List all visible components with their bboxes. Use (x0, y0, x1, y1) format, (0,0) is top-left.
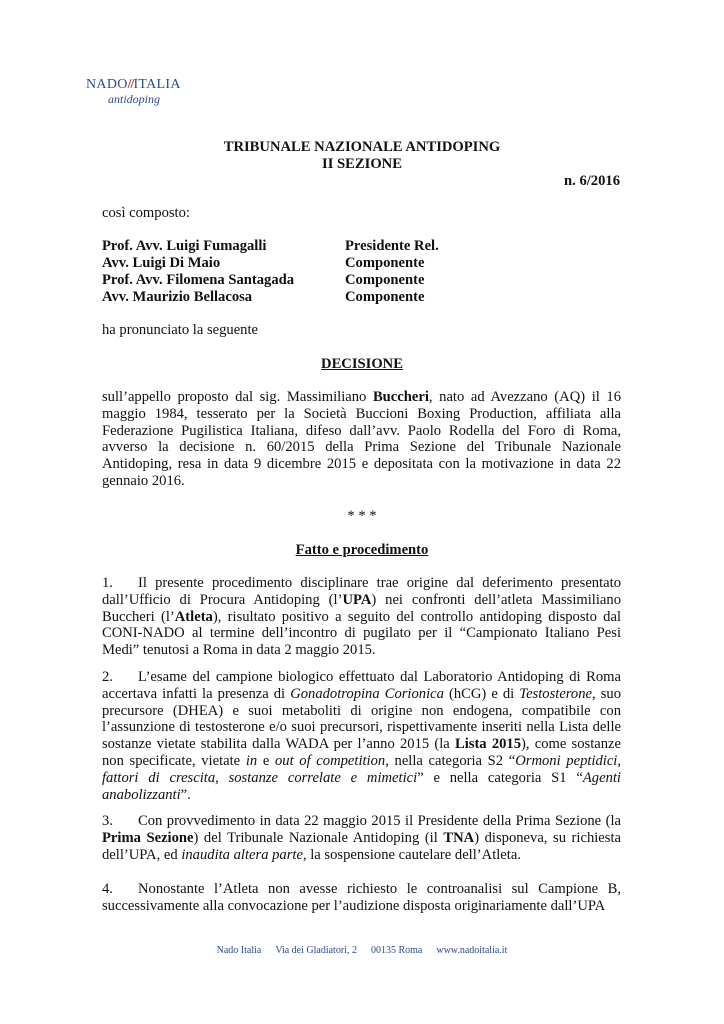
tribunal-title: TRIBUNALE NAZIONALE ANTIDOPING (223, 139, 501, 155)
member-name: Prof. Avv. Filomena Santagada (102, 272, 295, 288)
member-name: Avv. Maurizio Bellacosa (102, 289, 253, 305)
footer-city: 00135 Roma (370, 945, 423, 956)
panel-composition (102, 238, 439, 306)
paragraph-4: 4. Nonostante l’Atleta non avesse richiesto le controanalisi sul Campione B, successivamente alla convocazione per l’audizione disposta originariamente dall’UPA (102, 881, 621, 914)
appeal-paragraph: sull’appello proposto dal sig. Massimiliano Buccheri, nato ad Avezzano (AQ) il 16 maggio 1984, tesserato per la Società Buccioni Boxing Production, affiliata alla Federazione Pugilistica Italiana, difeso dall’avv. Paolo Rodella del Foro di Roma, avverso la decisione n. 60/2015 della Prima Sezione del Tribunale Nazionale Antidoping, resa in data 9 dicembre 2015 e depositata con la motivazione in data 22 gennaio 2016. (102, 389, 621, 489)
pronounced-text: ha pronunciato la seguente (102, 322, 259, 338)
separator: * * * (347, 508, 377, 524)
facts-heading: Fatto e procedimento (295, 542, 429, 558)
logo-slash: // (127, 77, 134, 92)
member-role: Componente (345, 289, 425, 305)
footer-website-link[interactable]: www.nadoitalia.it (436, 945, 508, 956)
intro-text: così composto: (102, 205, 190, 221)
member-role: Componente (345, 255, 425, 271)
panel-member (102, 272, 439, 289)
paragraph-number: 3. (102, 813, 113, 829)
decision-heading: DECISIONE (321, 356, 403, 372)
logo-subtitle: antidoping (108, 92, 161, 106)
panel-member (102, 255, 439, 272)
footer-org: Nado Italia (216, 945, 262, 956)
paragraph-1: 1. Il presente procedimento disciplinare trae origine dal deferimento presentato dall’Ufficio di Procura Antidoping (l’UPA) nei confronti dell’atleta Massimiliano Buccheri (l’Atleta), risultato positivo a seguito del controllo antidoping disposto dal CONI-NADO al termine dell’incontro di pugilato per il “Campionato Italiano Pesi Medi” tenutosi a Roma in data 2 maggio 2015. (102, 575, 621, 659)
nado-italia-logo: NADO//ITALIA antidoping (86, 77, 181, 106)
paragraph-number: 2. (102, 669, 113, 685)
member-name: Avv. Luigi Di Maio (102, 255, 221, 271)
member-role: Presidente Rel. (345, 238, 439, 254)
panel-member (102, 238, 439, 255)
paragraph-2: 2. L’esame del campione biologico effettuato dal Laboratorio Antidoping di Roma accertava infatti la presenza di Gonadotropina Corionica (hCG) e di Testosterone, suo precursore (DHEA) e suoi metaboliti di origine non endogena, compatibile con l’assunzione di testosterone e/o suoi precursori, rispettivamente inseriti nella Lista delle sostanze vietate stabilita dalla WADA per l’anno 2015 (la Lista 2015), come sostanze non specificate, vietate in e out of competition, nella categoria S2 “Ormoni peptidici, fattori di crescita, sostanze correlate e mimetici” e nella categoria S1 “Agenti anabolizzanti”. (102, 669, 622, 803)
footer-address: Via dei Gladiatori, 2 (275, 945, 357, 956)
paragraph-number: 1. (102, 575, 113, 591)
section-title: II SEZIONE (322, 156, 402, 172)
decision-number: n. 6/2016 (564, 173, 620, 189)
member-name: Prof. Avv. Luigi Fumagalli (102, 238, 267, 254)
page-footer (0, 945, 724, 956)
paragraph-number: 4. (102, 881, 113, 897)
paragraph-3: 3. Con provvedimento in data 22 maggio 2015 il Presidente della Prima Sezione (la Prima Sezione) del Tribunale Nazionale Antidoping (il TNA) disponeva, su richiesta dell’UPA, ed inaudita altera parte, la sospensione cautelare dell’Atleta. (102, 813, 621, 863)
member-role: Componente (345, 272, 425, 288)
panel-member (102, 289, 439, 306)
